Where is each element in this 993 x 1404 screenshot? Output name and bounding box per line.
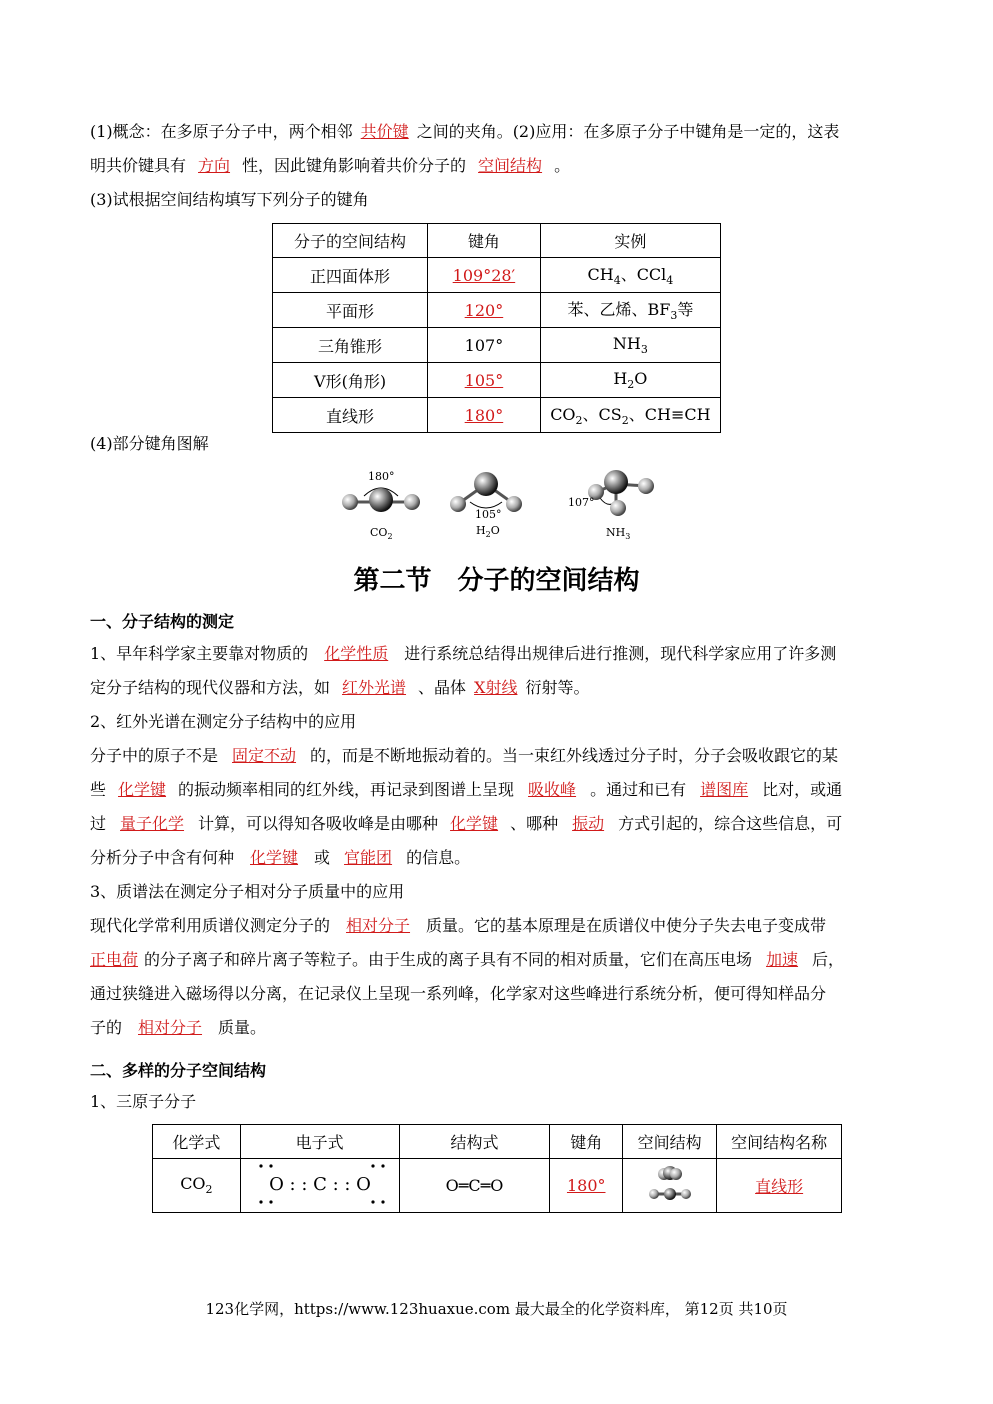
table-row [273,363,721,398]
answer-blank: 相对分子 [138,1018,203,1037]
concept-line-1 [90,122,839,142]
text: 衍射等。 [525,678,590,697]
table-row [273,328,721,363]
model-cell [622,1159,716,1213]
text: 进行系统总结得出规律后进行推测，现代科学家应用了许多测 [404,644,837,663]
paragraph-line [90,1018,266,1038]
header-cell: 分子的空间结构 [273,224,428,258]
table-row [153,1159,842,1213]
angle-cell [428,293,541,328]
formula-cell: $CO_2$ [153,1159,241,1213]
electron-formula-text: O : : C : : O [268,1173,371,1195]
answer-blank: 105° [464,370,504,390]
paragraph-line [90,814,842,834]
text: 。通过和已有 [590,780,687,799]
h2o-model [450,472,522,539]
header-cell: 键角 [428,224,541,258]
answer-blank: 振动 [572,814,605,833]
answer-blank: 共价键 [360,122,409,141]
paragraph-line [90,848,470,868]
shape-cell: V形(角形) [273,363,428,398]
h2o-angle-label: 105° [475,508,502,521]
co2-angle-label: 180° [368,470,395,483]
answer-blank: 化学性质 [324,644,389,663]
text: 、哪种 [510,814,559,833]
text: 计算，可以得知各吸收峰是由哪种 [198,814,439,833]
text: 的振动频率相同的红外线，再记录到图谱上呈现 [178,780,515,799]
concept-line-2 [90,156,570,176]
paragraph-line [90,916,826,936]
shape-name-cell [717,1159,842,1213]
example-cell: $CH_4$、CCl$_4$ [540,258,720,293]
subheading: 1、三原子分子 [90,1092,197,1111]
co2-space-model-icon [640,1162,700,1206]
paragraph-line [90,746,838,766]
table-row [273,293,721,328]
answer-blank: 109°28′ [452,265,516,285]
answer-blank: 方向 [198,156,231,175]
heading-1: 一、分子结构的测定 [90,612,235,631]
nh3-label: $NH_3$ [606,526,631,541]
angle-cell [428,258,541,293]
co2-model [342,470,420,541]
text: 、晶体 [418,678,467,697]
angle-cell [550,1159,623,1213]
answer-blank: 180° [464,405,504,425]
answer-blank: 化学键 [450,814,499,833]
header-cell: 键角 [550,1125,623,1159]
co2-label: $CO_2$ [370,526,393,541]
triatomic-table [152,1124,842,1213]
example-cell: $H_2O$ [540,363,720,398]
text: 的，而是不断地振动着的。当一束红外线透过分子时，分子会吸收跟它的某 [310,746,839,765]
answer-blank: 相对分子 [346,916,411,935]
text: 比对，或通 [762,780,843,799]
angle-cell [428,363,541,398]
text: 之间的夹角。(2)应用：在多原子分子中键角是一定的，这表 [416,122,840,141]
answer-blank: 谱图库 [700,780,749,799]
text: 明共价键具有 [90,156,187,175]
text: 分析分子中含有何种 [90,848,235,867]
text: 1、早年科学家主要靠对物质的 [90,644,309,663]
answer-blank: X射线 [474,678,518,697]
answer-blank: 180° [566,1176,606,1195]
bond-angle-figure [330,462,670,544]
answer-blank: 化学键 [250,848,299,867]
answer-blank: 红外光谱 [342,678,407,697]
section-title: 第二节 分子的空间结构 [353,566,640,596]
text: 过 [90,814,107,833]
header-cell: 空间结构名称 [717,1125,842,1159]
subheading: 3、质谱法在测定分子相对分子质量中的应用 [90,882,405,901]
answer-blank: 化学键 [118,780,167,799]
text: 质量。 [218,1018,267,1037]
text: 些 [90,780,107,799]
example-cell: 苯、乙烯、$BF_3$等 [540,293,720,328]
page-footer: 123化学网，https://www.123huaxue.com 最大最全的化学资料库， 第12页 共10页 [205,1300,788,1318]
text: 的信息。 [406,848,471,867]
paragraph-line [90,644,836,664]
figure-caption: (4)部分键角图解 [90,434,209,453]
paragraph-line [90,780,842,800]
answer-blank: 空间结构 [478,156,543,175]
shape-cell: 直线形 [273,398,428,433]
text: 定分子结构的现代仪器和方法，如 [90,678,331,697]
instruction-line: (3)试根据空间结构填写下列分子的键角 [90,190,369,209]
answer-blank: 加速 [766,950,799,969]
shape-cell: 正四面体形 [273,258,428,293]
h2o-label: $H_2O$ [476,524,500,539]
header-cell: 结构式 [399,1125,550,1159]
header-cell: 空间结构 [622,1125,716,1159]
structure-cell: O═C═O [399,1159,550,1213]
text: 分子中的原子不是 [90,746,219,765]
heading-2: 二、多样的分子空间结构 [90,1061,267,1080]
text: 性，因此键角影响着共价分子的 [242,156,467,175]
text: 。 [554,156,571,175]
example-cell: $NH_3$ [540,328,720,363]
text: 现代化学常利用质谱仪测定分子的 [90,916,331,935]
header-cell: 化学式 [153,1125,241,1159]
text: 方式引起的，综合这些信息，可 [618,814,843,833]
nh3-angle-label: 107° [568,496,595,509]
text: 质量。它的基本原理是在质谱仪中使分子失去电子变成带 [426,916,827,935]
answer-blank: 固定不动 [232,746,297,765]
answer-blank: 官能团 [344,848,393,867]
table-row [273,398,721,433]
answer-blank: 120° [464,300,504,320]
angle-cell [428,398,541,433]
text: 子的 [90,1018,123,1037]
text: 后， [812,950,845,969]
shape-cell: 三角锥形 [273,328,428,363]
header-cell: 电子式 [240,1125,399,1159]
answer-blank: 正电荷 [90,950,139,969]
text: (1)概念：在多原子分子中，两个相邻 [90,122,353,141]
text: 的分子离子和碎片离子等粒子。由于生成的离子具有不同的相对质量，它们在高压电场 [144,950,753,969]
table-row [273,258,721,293]
electron-formula-cell [240,1159,399,1213]
subheading: 2、红外光谱在测定分子结构中的应用 [90,712,357,731]
paragraph-line [90,950,844,970]
angle-cell: 107° [428,328,541,363]
paragraph-line: 通过狭缝进入磁场得以分离，在记录仪上呈现一系列峰，化学家对这些峰进行系统分析，便可得知样品分 [90,984,827,1003]
nh3-model [568,470,654,541]
example-cell: $CO_2$、$CS_2$、CH≡CH [540,398,720,433]
bond-angle-table [272,223,721,433]
answer-blank: 量子化学 [120,814,185,833]
paragraph-line [90,678,589,698]
answer-blank: 吸收峰 [528,780,577,799]
text: 或 [314,848,331,867]
electron-dot-diagram [245,1161,395,1207]
header-cell: 实例 [540,224,720,258]
shape-cell: 平面形 [273,293,428,328]
answer-blank: 直线形 [755,1177,804,1196]
